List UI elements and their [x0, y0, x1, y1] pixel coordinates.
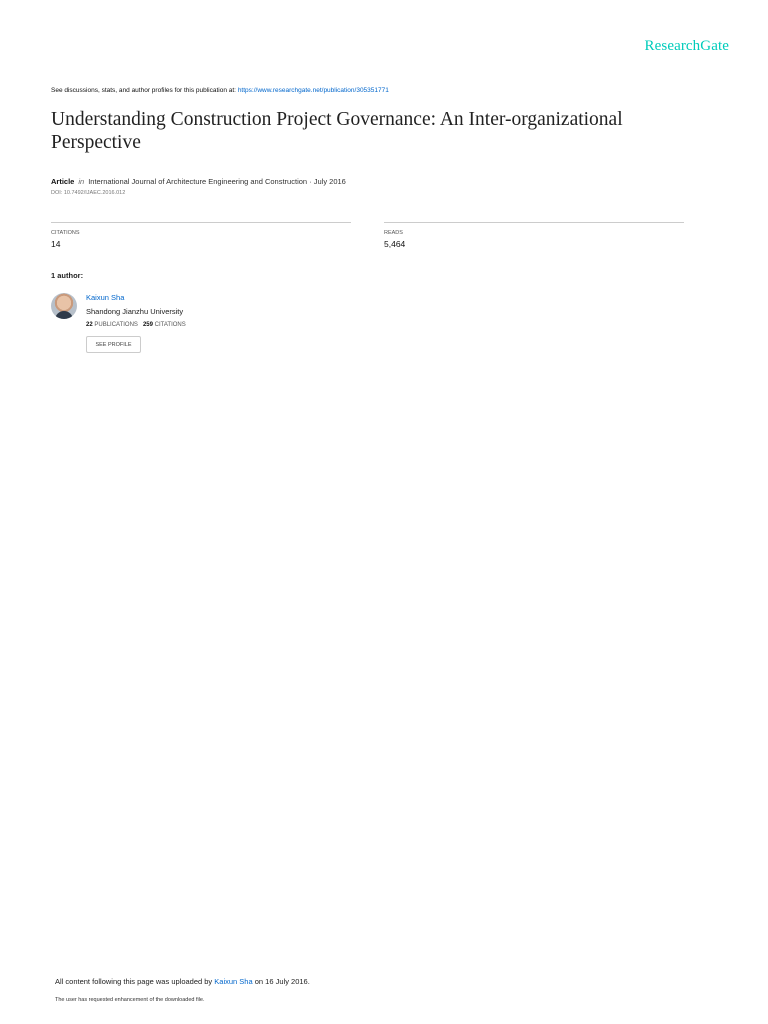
author-name-link[interactable]: Kaixun Sha — [86, 293, 125, 302]
reads-label: READS — [384, 230, 403, 236]
researchgate-logo[interactable]: ResearchGate — [644, 38, 729, 54]
authors-heading: 1 author: — [51, 271, 84, 280]
author-citations-count: 259 — [142, 322, 153, 328]
uploaded-line — [55, 977, 310, 986]
in-word: in — [78, 177, 85, 186]
reads-value: 5,464 — [384, 239, 406, 249]
discussion-prefix: See discussions, stats, and author profiles for this publication at: — [51, 87, 236, 94]
author-stats — [86, 322, 186, 328]
discussion-line — [51, 87, 389, 94]
article-title: Understanding Construction Project Governance: An Inter-organizational Perspective — [51, 109, 623, 153]
doi: DOI: 10.7492/IJAEC.2016.012 — [51, 190, 126, 196]
article-type: Article — [51, 177, 75, 186]
author-citations-label: CITATIONS — [154, 322, 186, 328]
citations-label: CITATIONS — [51, 230, 80, 236]
citations-value: 14 — [51, 239, 61, 249]
reads-stat — [384, 222, 684, 249]
publications-count: 22 — [86, 322, 93, 328]
journal-name: International Journal of Architecture Engineering and Construction · July 2016 — [88, 177, 346, 186]
uploader-link[interactable]: Kaixun Sha — [214, 977, 253, 986]
uploaded-prefix: All content following this page was uploaded by — [55, 977, 213, 986]
author-institution: Shandong Jianzhu University — [86, 307, 184, 316]
article-meta — [51, 177, 346, 186]
enhancement-note: The user has requested enhancement of the downloaded file. — [55, 997, 205, 1003]
publication-link[interactable]: https://www.researchgate.net/publication/305351771 — [237, 87, 389, 94]
citations-stat — [51, 222, 351, 249]
publications-label: PUBLICATIONS — [94, 322, 138, 328]
uploaded-suffix: on 16 July 2016. — [254, 977, 310, 986]
see-profile-button[interactable]: SEE PROFILE — [86, 336, 141, 353]
author-avatar[interactable] — [51, 293, 77, 319]
